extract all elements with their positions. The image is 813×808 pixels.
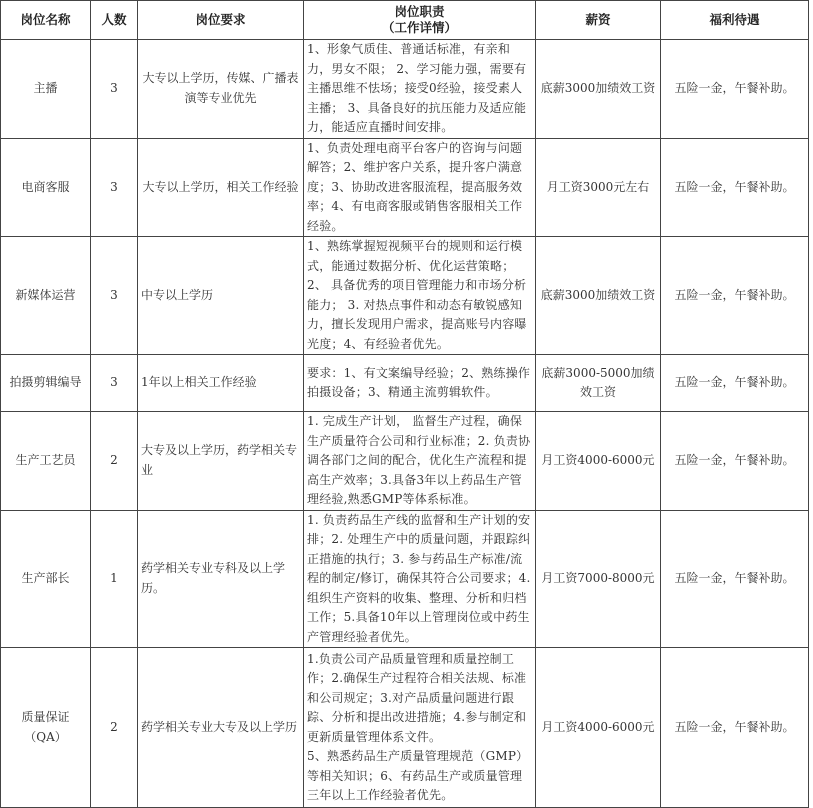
position-name-line1: 质量保证	[21, 710, 70, 724]
header-position-name: 岗位名称	[1, 1, 91, 40]
requirements: 中专以上学历	[138, 237, 304, 355]
table-row	[1, 138, 809, 237]
duties-part1: 1.负责公司产品质量管理和质量控制工作；2.确保生产过程符合相关法规、标准和公司规定；3.对产品质量问题进行跟踪、分析和提出改进措施；4.参与制定和更新质量管理体系文件。	[307, 651, 527, 744]
header-salary: 薪资	[536, 1, 661, 40]
position-name: 新媒体运营	[1, 237, 91, 355]
requirements: 药学相关专业大专及以上学历	[138, 648, 304, 808]
requirements: 大专以上学历，传媒、广播表演等专业优先	[138, 40, 304, 139]
position-name: 生产部长	[1, 510, 91, 648]
header-benefits: 福利待遇	[661, 1, 809, 40]
position-name-line2: （QA）	[24, 729, 67, 744]
salary: 底薪3000-5000加绩效工资	[536, 355, 661, 412]
header-duties-line2: （工作详情）	[381, 20, 457, 35]
position-name: 主播	[1, 40, 91, 139]
salary: 底薪3000加绩效工资	[536, 40, 661, 139]
salary: 底薪3000加绩效工资	[536, 237, 661, 355]
benefits: 五险一金，午餐补助。	[661, 412, 809, 511]
duties: 1. 负责药品生产线的监督和生产计划的安排；2. 处理生产中的质量问题，并跟踪纠正措施的执行；3. 参与药品生产标准/流程的制定/修订，确保其符合公司要求；4. 组织生产资料的收集、整理、分析和归档工作；5.具备10年以上管理岗位或中药生产管理经验者优先。	[304, 510, 536, 648]
position-name: 电商客服	[1, 138, 91, 237]
benefits: 五险一金，午餐补助。	[661, 237, 809, 355]
position-name: 生产工艺员	[1, 412, 91, 511]
table-row	[1, 355, 809, 412]
table-row	[1, 510, 809, 648]
header-requirements: 岗位要求	[138, 1, 304, 40]
header-headcount: 人数	[91, 1, 138, 40]
position-name	[1, 648, 91, 808]
table-row	[1, 237, 809, 355]
duties: 1、熟练掌握短视频平台的规则和运行模式，能通过数据分析、优化运营策略；2、 具备优秀的项目管理能力和市场分析能力； 3. 对热点事件和动态有敏锐感知力，擅长发现用户需求，提高账号内容曝光度；4、有经验者优先。	[304, 237, 536, 355]
requirements: 大专及以上学历，药学相关专业	[138, 412, 304, 511]
salary: 月工资7000-8000元	[536, 510, 661, 648]
requirements: 大专以上学历，相关工作经验	[138, 138, 304, 237]
headcount: 1	[91, 510, 138, 648]
salary: 月工资4000-6000元	[536, 412, 661, 511]
duties: 1、负责处理电商平台客户的咨询与问题解答；2、维护客户关系，提升客户满意度；3、协助改进客服流程，提高服务效率；4、有电商客服或销售客服相关工作经验。	[304, 138, 536, 237]
duties-part2: 5、熟悉药品生产质量管理规范（GMP）等相关知识；6、有药品生产或质量管理三年以上工作经验者优先。	[307, 749, 529, 802]
salary: 月工资4000-6000元	[536, 648, 661, 808]
salary: 月工资3000元左右	[536, 138, 661, 237]
table-row	[1, 412, 809, 511]
headcount: 3	[91, 40, 138, 139]
benefits: 五险一金，午餐补助。	[661, 138, 809, 237]
headcount: 3	[91, 237, 138, 355]
duties	[304, 648, 536, 808]
next-column-edge	[808, 0, 813, 790]
requirements: 1年以上相关工作经验	[138, 355, 304, 412]
position-name: 拍摄剪辑编导	[1, 355, 91, 412]
requirements: 药学相关专业专科及以上学历。	[138, 510, 304, 648]
headcount: 3	[91, 138, 138, 237]
headcount: 2	[91, 412, 138, 511]
duties: 1、形象气质佳、普通话标准，有亲和力，男女不限； 2、学习能力强，需要有主播思维不怯场；接受0经验，接受素人主播； 3、具备良好的抗压能力及适应能力，能适应直播时间安排。	[304, 40, 536, 139]
benefits: 五险一金，午餐补助。	[661, 510, 809, 648]
header-duties-line1: 岗位职责	[394, 4, 445, 19]
table-row	[1, 40, 809, 139]
benefits: 五险一金，午餐补助。	[661, 355, 809, 412]
table-header-row	[1, 1, 809, 40]
duties: 要求：1、有文案编导经验；2、熟练操作拍摄设备；3、精通主流剪辑软件。	[304, 355, 536, 412]
headcount: 3	[91, 355, 138, 412]
header-duties	[304, 1, 536, 40]
table-row	[1, 648, 809, 808]
benefits: 五险一金，午餐补助。	[661, 40, 809, 139]
headcount: 2	[91, 648, 138, 808]
duties: 1. 完成生产计划， 监督生产过程，确保生产质量符合公司和行业标准；2. 负责协调各部门之间的配合，优化生产流程和提高生产效率；3.具备3年以上药品生产管理经验,熟悉GMP等体系标准。	[304, 412, 536, 511]
benefits: 五险一金，午餐补助。	[661, 648, 809, 808]
